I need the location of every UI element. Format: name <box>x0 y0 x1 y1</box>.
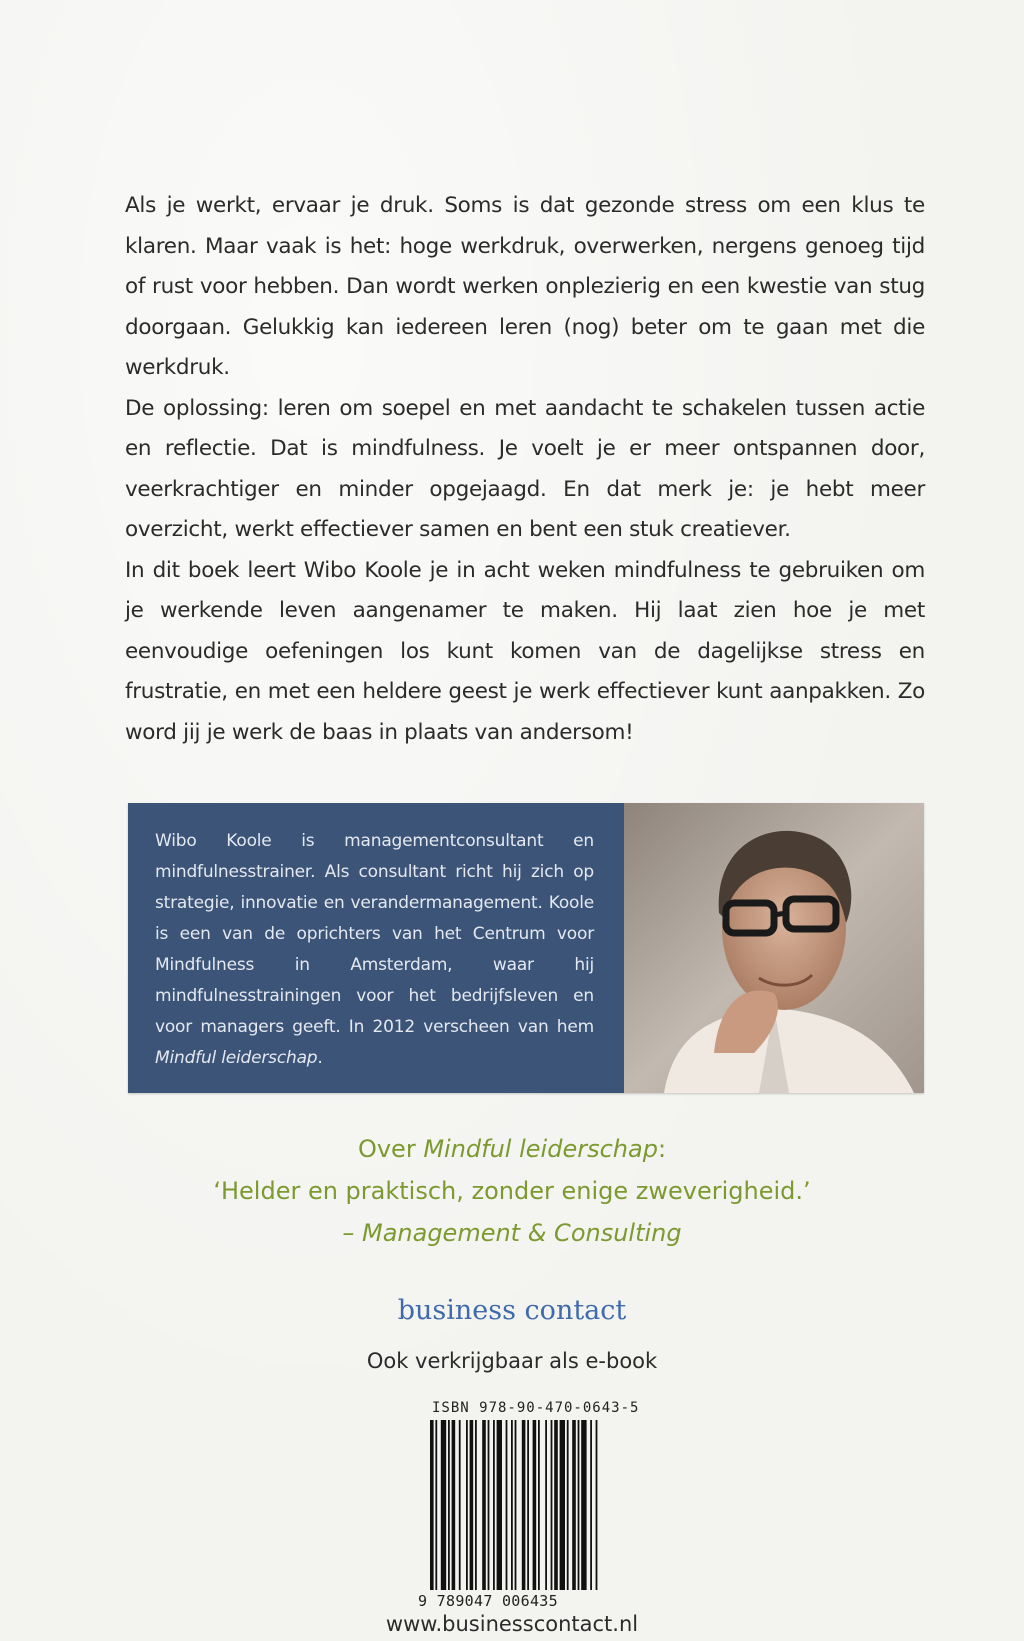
author-bio-text: Wibo Koole is managementconsultant en mindfulnesstrainer. Als consultant richt hij zich op strategie, innovatie en verandermanagement. Koole is een van de oprichters van het Centrum voor Mindfulness in Amsterdam, waar hij mindfulnesstrainingen voor het bedrijfsleven en voor managers geeft. In 2012 verscheen van hem <box>155 831 594 1037</box>
blurb-paragraph-1: Als je werkt, ervaar je druk. Soms is dat gezonde stress om een klus te klaren. Maar vaak is het: hoge werkdruk, overwerken, nergens genoeg tijd of rust voor hebben. Dan wordt werken onplezierig en een kwestie van stug doorgaan. Gelukkig kan iedereen leren (nog) beter om te gaan met die werkdruk. <box>125 193 925 380</box>
author-bio <box>128 803 624 1093</box>
quote-intro-colon: : <box>657 1135 667 1163</box>
website-url: www.businesscontact.nl <box>385 1612 639 1636</box>
author-bio-end: . <box>317 1048 323 1068</box>
quote-intro-text: Over <box>357 1135 416 1163</box>
author-box <box>128 803 924 1093</box>
quote-source: – Management & Consulting <box>342 1219 682 1247</box>
publisher-logo: business contact <box>397 1295 627 1326</box>
author-photo <box>624 803 924 1093</box>
ebook-note: Ook verkrijgbaar als e-book <box>366 1349 658 1373</box>
blurb-text <box>125 186 925 753</box>
blurb-paragraph-2: De oplossing: leren om soepel en met aandacht te schakelen tussen actie en reflectie. Dat is mindfulness. Je voelt je er meer ontspannen door, veerkrachtiger en minder opgejaagd. En dat merk je: je hebt meer overzicht, werkt effectiever samen en bent een stuk creatiever. <box>125 395 925 542</box>
quote-intro <box>0 1129 1024 1169</box>
quote-text: ‘Helder en praktisch, zonder enige zweverigheid.’ <box>213 1177 811 1205</box>
isbn-label: ISBN 978-90-470-0643-5 <box>432 1400 640 1416</box>
blurb-paragraph-3: In dit boek leert Wibo Koole je in acht weken mindfulness te gebruiken om je werkende leven aangenamer te maken. Hij laat zien hoe je met eenvoudige oefeningen los kunt komen van de dagelijkse stress en frustratie, en met een heldere geest je werk effectiever kunt aanpakken. Zo word jij je werk de baas in plaats van andersom! <box>125 557 925 745</box>
barcode-digits: 9 789047 006435 <box>418 1592 558 1610</box>
author-book-title: Mindful leiderschap <box>155 1048 318 1068</box>
barcode <box>428 1420 650 1590</box>
quote-intro-title: Mindful leiderschap <box>423 1135 658 1163</box>
